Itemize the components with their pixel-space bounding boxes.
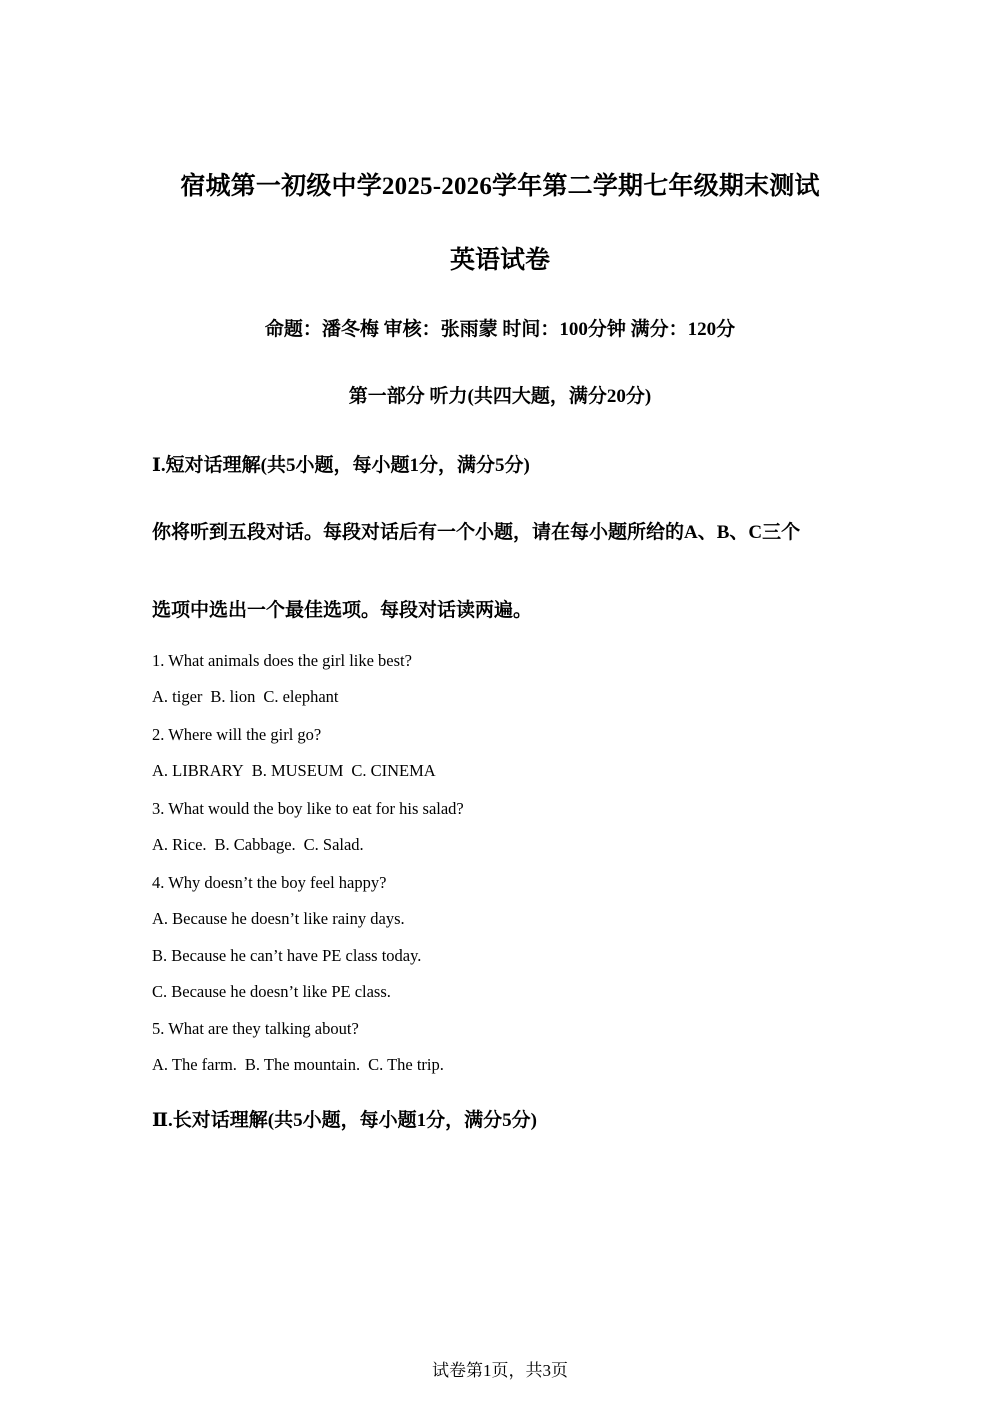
option: C. The trip.: [368, 1055, 444, 1074]
option: B. Cabbage.: [214, 835, 296, 854]
exam-subtitle: 英语试卷: [449, 247, 550, 274]
question-stem: 5. What are they talking about?: [152, 1019, 359, 1038]
question-stem: 1. What animals does the girl like best?: [152, 651, 412, 670]
question-options: [152, 761, 436, 781]
question-stem: 4. Why doesn’t the boy feel happy?: [152, 873, 387, 892]
option: A. tiger: [152, 687, 203, 706]
option: B. MUSEUM: [251, 761, 344, 780]
page-footer: 试卷第1页，共3页: [432, 1361, 568, 1380]
option: B. The mountain.: [244, 1055, 361, 1074]
option: A. Rice.: [152, 835, 207, 854]
option: C. elephant: [263, 687, 339, 706]
option: C. CINEMA: [351, 761, 436, 780]
section-heading: Ⅱ.长对话理解(共5小题，每小题1分，满分5分): [152, 1110, 537, 1131]
exam-meta-info: 命题：潘冬梅 审核：张雨蒙 时间：100分钟 满分：120分: [264, 319, 736, 340]
question-options: [152, 1055, 444, 1075]
section-heading: Ⅰ.短对话理解(共5小题，每小题1分，满分5分): [152, 455, 530, 476]
option: C. Salad.: [303, 835, 364, 854]
option: A. LIBRARY: [152, 761, 244, 780]
exam-title: 宿城第一初级中学2025-2026学年第二学期七年级期末测试: [180, 173, 820, 200]
question-options: [152, 687, 339, 707]
option: B. lion: [210, 687, 256, 706]
part-heading: 第一部分 听力(共四大题，满分20分): [348, 386, 652, 407]
option: B. Because he can’t have PE class today.: [152, 946, 422, 965]
question-stem: 2. Where will the girl go?: [152, 725, 322, 744]
option: C. Because he doesn’t like PE class.: [152, 982, 391, 1001]
option: A. The farm.: [152, 1055, 237, 1074]
instruction-line: 你将听到五段对话。每段对话后有一个小题，请在每小题所给的A、B、C三个: [152, 522, 801, 543]
instruction-line: 选项中选出一个最佳选项。每段对话读两遍。: [152, 600, 533, 621]
option: A. Because he doesn’t like rainy days.: [152, 909, 405, 928]
question-options: [152, 835, 364, 855]
question-stem: 3. What would the boy like to eat for his salad?: [152, 799, 464, 818]
